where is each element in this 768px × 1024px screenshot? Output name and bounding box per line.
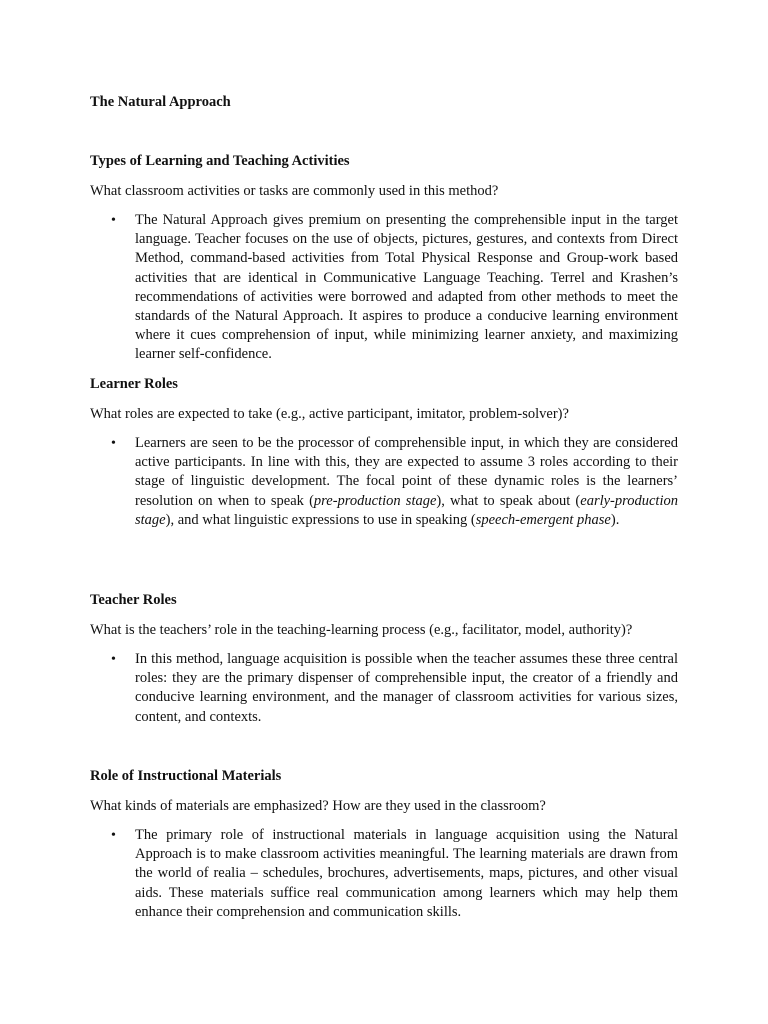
document-title: The Natural Approach	[90, 94, 231, 110]
bullet-item	[90, 826, 678, 922]
bullet-text: The primary role of instructional materials in language acquisition using the Natural Approach is to make classroom activities meaningful. The learning materials are drawn from the world of realia – schedules, brochures, advertisements, maps, pictures, and other visual aids. These materials suffice real communication among learners which may help them enhance their comprehension and communication skills.	[135, 827, 678, 920]
bullet-icon: •	[111, 436, 116, 451]
bullet-text-part: ).	[610, 511, 620, 528]
section-question: What roles are expected to take (e.g., active participant, imitator, problem-solver)?	[90, 406, 569, 422]
section-heading: Role of Instructional Materials	[90, 768, 282, 784]
bullet-text-part: ), what to speak about (	[436, 492, 581, 509]
section-heading: Learner Roles	[90, 376, 178, 392]
section-question: What kinds of materials are emphasized? How are they used in the classroom?	[90, 798, 546, 814]
section-question: What classroom activities or tasks are commonly used in this method?	[90, 183, 499, 199]
section-teacher-roles	[90, 591, 678, 727]
bullet-icon: •	[111, 828, 116, 843]
bullet-icon: •	[111, 213, 116, 228]
section-instructional-materials	[90, 767, 678, 922]
section-heading: Types of Learning and Teaching Activities	[90, 153, 350, 169]
bullet-item	[90, 434, 678, 530]
bullet-item	[90, 650, 678, 727]
section-heading: Teacher Roles	[90, 592, 177, 608]
bullet-text-italic: pre-production stage	[313, 492, 437, 509]
section-learning-activities	[90, 152, 678, 365]
bullet-text-part: ), and what linguistic expressions to use in speaking (	[165, 511, 476, 528]
bullet-text-italic: speech-emergent phase	[475, 511, 611, 528]
bullet-text-italic: early-production stage	[135, 492, 678, 528]
section-learner-roles	[90, 375, 678, 530]
section-question: What is the teachers’ role in the teaching-learning process (e.g., facilitator, model, authority)?	[90, 622, 633, 638]
bullet-text-part: Learners are seen to be the processor of comprehensible input, in which they are considered active participants. In line with this, they are expected to assume 3 roles according to their stage of linguistic development. The focal point of these dynamic roles is the learners’ resolution on when to speak (	[135, 435, 678, 509]
bullet-icon: •	[111, 652, 116, 667]
bullet-text: In this method, language acquisition is possible when the teacher assumes these three central roles: they are the primary dispenser of comprehensible input, the creator of a friendly and conducive learning environment, and the manager of classroom activities for various sizes, content, and contexts.	[135, 651, 678, 725]
bullet-item	[90, 211, 678, 365]
bullet-text: The Natural Approach gives premium on presenting the comprehensible input in the target language. Teacher focuses on the use of objects, pictures, gestures, and contexts from Direct Method, command-based activities from Total Physical Response and Group-work based activities that are identical in Communicative Language Teaching. Terrel and Krashen’s recommendations of activities were borrowed and adapted from other methods to meet the standards of the Natural Approach. It aspires to produce a conducive learning environment where it cues comprehension of input, while minimizing learner anxiety, and maximizing learner self-confidence.	[135, 212, 678, 363]
